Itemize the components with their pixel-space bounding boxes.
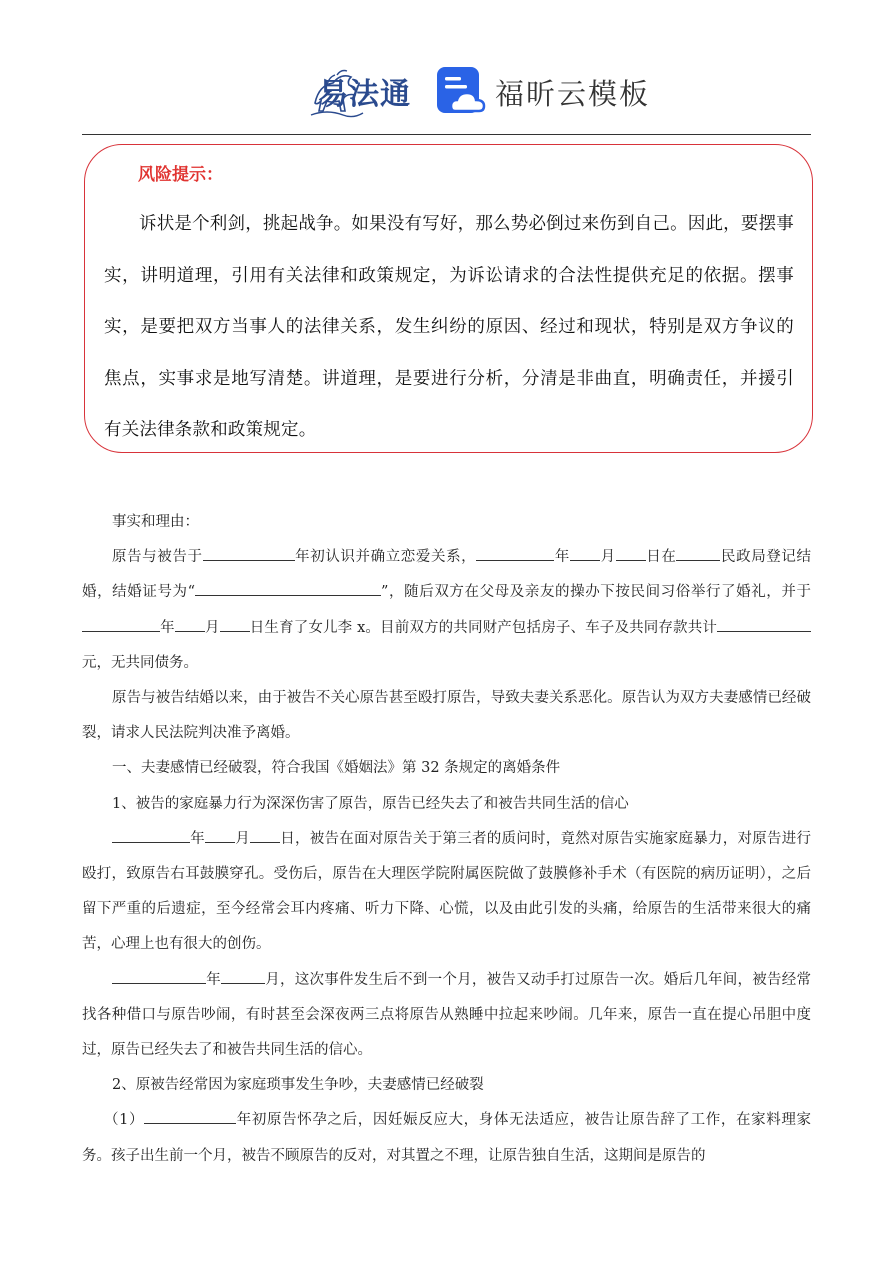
- section-one-title: 一、夫妻感情已经破裂，符合我国《婚姻法》第 32 条规定的离婚条件: [112, 760, 561, 777]
- logo-foxit-cloud-text: 福昕云模板: [495, 77, 651, 111]
- risk-notice-title: 风险提示：: [138, 165, 223, 185]
- paragraph-pregnancy: （1） 年初原告怀孕之后，因妊娠反应大，身体无法适应，被告让原告辞了工作，在家料理家务。孩子出生前一个月，被告不顾原告的反对，对其置之不理，让原告独自生活，这期间是原告的: [82, 1103, 811, 1173]
- risk-notice-text: 诉状是个利剑，挑起战争。如果没有写好，那么势必倒过来伤到自己。因此，要摆事实，讲明道理，引用有关法律和政策规定，为诉讼请求的合法性提供充足的依据。摆事实，是要把双方当事人的法律关系，发生纠纷的原因、经过和现状，特别是双方争议的焦点，实事求是地写清楚。讲道理，是要进行分析，分清是非曲直，明确责任，并援引有关法律条款和政策规定。: [104, 214, 794, 440]
- section-heading: 事实和理由：: [112, 514, 199, 530]
- subsection-1-title: 1、被告的家庭暴力行为深深伤害了原告，原告已经失去了和被告共同生活的信心: [112, 795, 629, 812]
- paragraph-domestic-violence: 年 月 日，被告在面对原告关于第三者的质问时，竟然对原告实施家庭暴力，对原告进行殴打，致原告右耳鼓膜穿孔。受伤后，原告在大理医学院附属医院做了鼓膜修补手术（有医院的病历证明），之后留下严重的后遗症，至今经常会耳内疼痛、听力下降、心慌，以及由此引发的头痛，给原告的生活带来很大的痛苦，心理上也有很大的创伤。: [82, 822, 811, 963]
- cloud-document-icon: [435, 65, 487, 117]
- document-body: [82, 505, 811, 1174]
- subsection-2-title: 2、原被告经常因为家庭琐事发生争吵，夫妻感情已经破裂: [112, 1077, 484, 1094]
- paragraph-claim: 原告与被告结婚以来，由于被告不关心原告甚至殴打原告，导致夫妻关系恶化。原告认为双方夫妻感情已经破裂，请求人民法院判决准予离婚。: [82, 690, 811, 742]
- paragraph-second-incident: 年 月，这次事件发生后不到一个月，被告又动手打过原告一次。婚后几年间，被告经常找各种借口与原告吵闹，有时甚至会深夜两三点将原告从熟睡中拉起来吵闹。几年来，原告一直在提心吊胆中度过，原告已经失去了和被告共同生活的信心。: [82, 963, 811, 1069]
- paragraph-marriage-facts: 原告与被告于 年初认识并确立恋爱关系， 年 月 日在 民政局登记结婚，结婚证号为“ ”，随后双方在父母及亲友的操办下按民间习俗举行了婚礼，并于年 月 日生育了女儿李 x。目前双方的共同财产包括房子、车子及共同存款共计元，无共同债务。: [82, 540, 811, 681]
- logo-yifatong-text: 易法通: [318, 77, 411, 112]
- page-header: [0, 55, 893, 130]
- header-divider: [82, 134, 811, 135]
